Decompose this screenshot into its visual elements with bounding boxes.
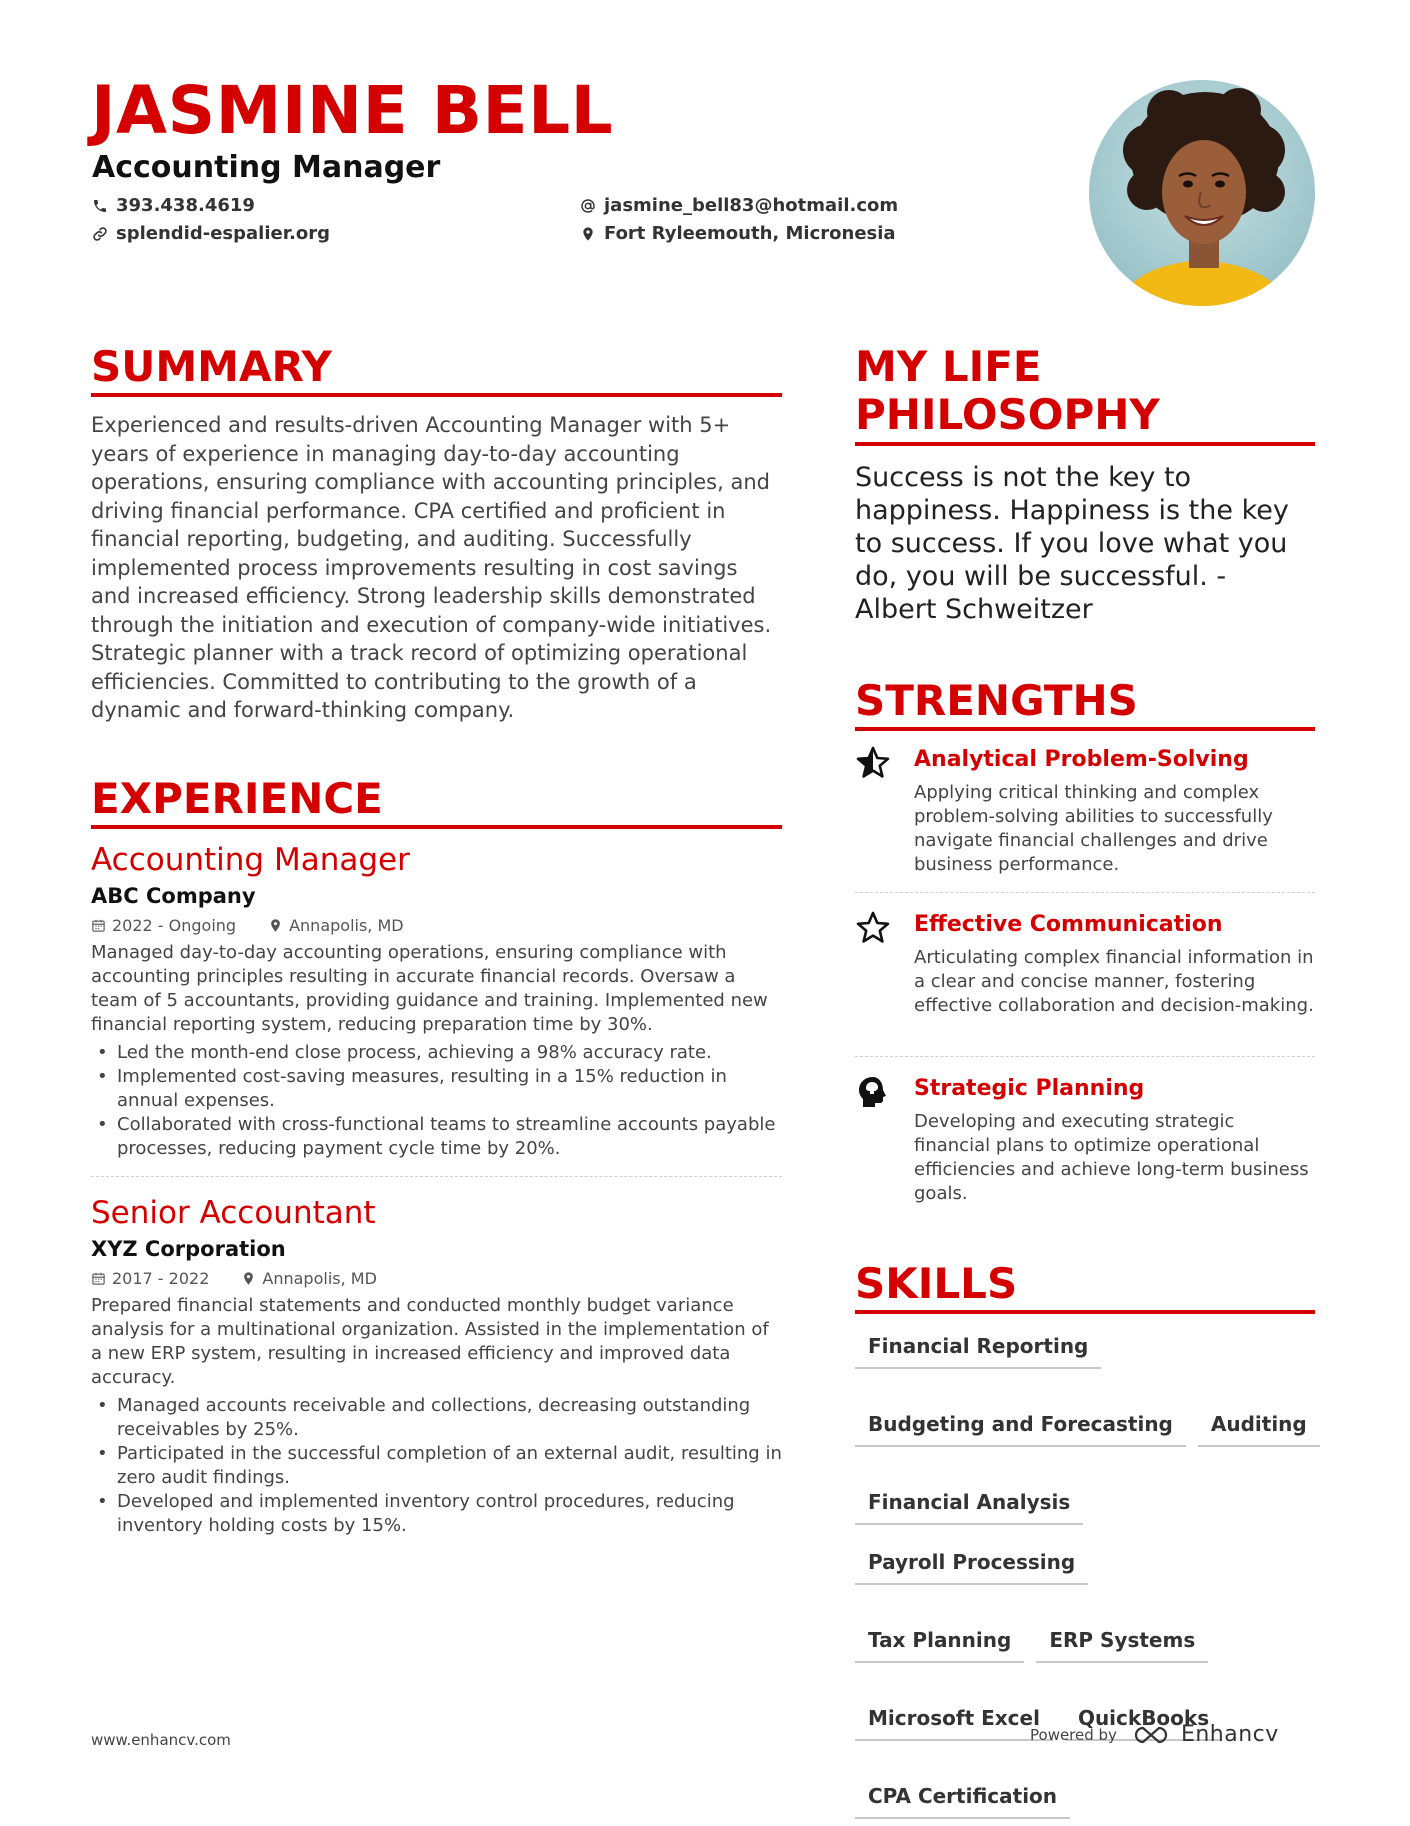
strength-item: [855, 745, 1315, 877]
experience-entry: [91, 842, 782, 1161]
job-bullet: • Developed and implemented inventory control procedures, reducing inventory holding costs by 15%.: [91, 1490, 782, 1538]
skill-tag: ERP Systems: [1036, 1621, 1208, 1663]
skill-tag: Budgeting and Forecasting: [855, 1405, 1186, 1447]
job-role: Accounting Manager: [91, 842, 410, 878]
job-bullet: • Participated in the successful completion of an external audit, resulting in zero audit findings.: [91, 1442, 782, 1490]
location-pin-icon: [580, 226, 596, 242]
strength-title: Effective Communication: [914, 912, 1223, 937]
avatar: [1089, 80, 1315, 306]
enhancv-logo-text: Enhancv: [1180, 1722, 1279, 1747]
philosophy-heading: MY LIFE PHILOSOPHY: [855, 343, 1315, 446]
strength-item: [855, 1074, 1315, 1206]
job-bullet: • Led the month-end close process, achieving a 98% accuracy rate.: [91, 1041, 782, 1065]
footer-website[interactable]: www.enhancv.com: [91, 1731, 231, 1749]
skill-tag: CPA Certification: [855, 1777, 1070, 1819]
job-bullet: • Collaborated with cross-functional teams to streamline accounts payable processes, reducing payment cycle time by 20%.: [91, 1113, 782, 1161]
location-pin-icon: [241, 1271, 256, 1286]
strength-description: Developing and executing strategic financial plans to optimize operational efficiencies and achieve long-term business goals.: [914, 1111, 1309, 1204]
job-description: Managed day-to-day accounting operations, ensuring compliance with accounting principles resulting in accurate financial records. Oversaw a team of 5 accountants, providing guidance and training. Implemented new financial reporting system, reducing preparation time by 30%.: [91, 942, 768, 1035]
job-bullet: • Implemented cost-saving measures, resulting in a 15% reduction in annual expenses.: [91, 1065, 782, 1113]
location-pin-icon: [268, 918, 283, 933]
contact-website[interactable]: [92, 223, 330, 244]
head-brain-icon: [855, 1074, 891, 1110]
candidate-name: JASMINE BELL: [91, 72, 614, 149]
skill-tag: Financial Analysis: [855, 1483, 1083, 1525]
philosophy-quote: Success is not the key to happiness. Happiness is the key to success. If you love what you do, you will be successful. - Albert Schweitzer: [855, 462, 1289, 625]
skill-tag: Financial Reporting: [855, 1327, 1101, 1369]
strength-divider: [855, 892, 1315, 893]
job-role: Senior Accountant: [91, 1195, 376, 1231]
job-description: Prepared financial statements and conducted monthly budget variance analysis for a multinational organization. Assisted in the implementation of a new ERP system, resulting in increased efficiency and improved data accuracy.: [91, 1295, 769, 1388]
skill-tag: Auditing: [1198, 1405, 1320, 1447]
skills-heading: SKILLS: [855, 1260, 1315, 1314]
job-meta: [91, 1269, 782, 1288]
job-dates: 2017 - 2022: [112, 1269, 210, 1288]
email-link[interactable]: jasmine_bell83@hotmail.com: [604, 195, 899, 216]
contact-location: [580, 223, 896, 244]
star-outline-icon: [855, 910, 891, 946]
summary-heading: SUMMARY: [91, 343, 782, 397]
contact-phone: [92, 195, 255, 216]
job-location: Annapolis, MD: [262, 1269, 377, 1288]
footer-branding: [1030, 1722, 1279, 1747]
company-name: ABC Company: [91, 884, 256, 908]
calendar-icon: [91, 918, 106, 933]
company-name: XYZ Corporation: [91, 1237, 286, 1261]
website-link[interactable]: splendid-espalier.org: [116, 223, 330, 244]
strength-title: Strategic Planning: [914, 1076, 1145, 1101]
experience-divider: [91, 1176, 782, 1177]
at-icon: [580, 198, 596, 214]
calendar-icon: [91, 1271, 106, 1286]
job-location: Annapolis, MD: [289, 916, 404, 935]
phone-icon: [92, 198, 108, 214]
experience-entry: [91, 1195, 782, 1538]
skill-tag: QuickBooks: [1065, 1699, 1222, 1741]
candidate-title: Accounting Manager: [92, 150, 441, 185]
strengths-heading: STRENGTHS: [855, 677, 1315, 731]
avatar-portrait-image: [1089, 80, 1315, 306]
job-bullets: [91, 1041, 782, 1161]
location-text: Fort Ryleemouth, Micronesia: [604, 223, 896, 244]
skill-tag: Microsoft Excel: [855, 1699, 1053, 1741]
skill-tag: Tax Planning: [855, 1621, 1024, 1663]
link-icon: [92, 226, 108, 242]
experience-heading: EXPERIENCE: [91, 775, 782, 829]
powered-by-text: Powered by: [1030, 1725, 1117, 1744]
star-half-icon: [855, 745, 891, 781]
job-dates: 2022 - Ongoing: [112, 916, 237, 935]
enhancv-logo-icon: [1129, 1723, 1173, 1747]
job-meta: [91, 916, 782, 935]
strength-title: Analytical Problem-Solving: [914, 747, 1249, 772]
strength-description: Applying critical thinking and complex problem-solving abilities to successfully navigate financial challenges and drive business performance.: [914, 782, 1273, 875]
summary-text: Experienced and results-driven Accounting Manager with 5+ years of experience in managing day-to-day accounting operations, ensuring compliance with accounting principles, and driving financial performance. CPA certified and proficient in financial reporting, budgeting, and auditing. Successfully implemented process improvements resulting in cost savings and increased efficiency. Strong leadership skills demonstrated through the initiation and execution of company-wide initiatives. Strategic planner with a track record of optimizing operational efficiencies. Committed to contributing to the growth of a dynamic and forward-thinking company.: [91, 413, 772, 722]
strength-divider: [855, 1056, 1315, 1057]
job-bullet: • Managed accounts receivable and collections, decreasing outstanding receivables by 25%.: [91, 1394, 782, 1442]
strength-description: Articulating complex financial information in a clear and concise manner, fostering effective collaboration and decision-making.: [914, 947, 1314, 1016]
skill-tag: Payroll Processing: [855, 1543, 1088, 1585]
enhancv-logo[interactable]: [1129, 1722, 1279, 1747]
strength-item: [855, 910, 1315, 1018]
contact-email[interactable]: [580, 195, 898, 216]
job-bullets: [91, 1394, 782, 1538]
phone-text: 393.438.4619: [116, 195, 255, 216]
